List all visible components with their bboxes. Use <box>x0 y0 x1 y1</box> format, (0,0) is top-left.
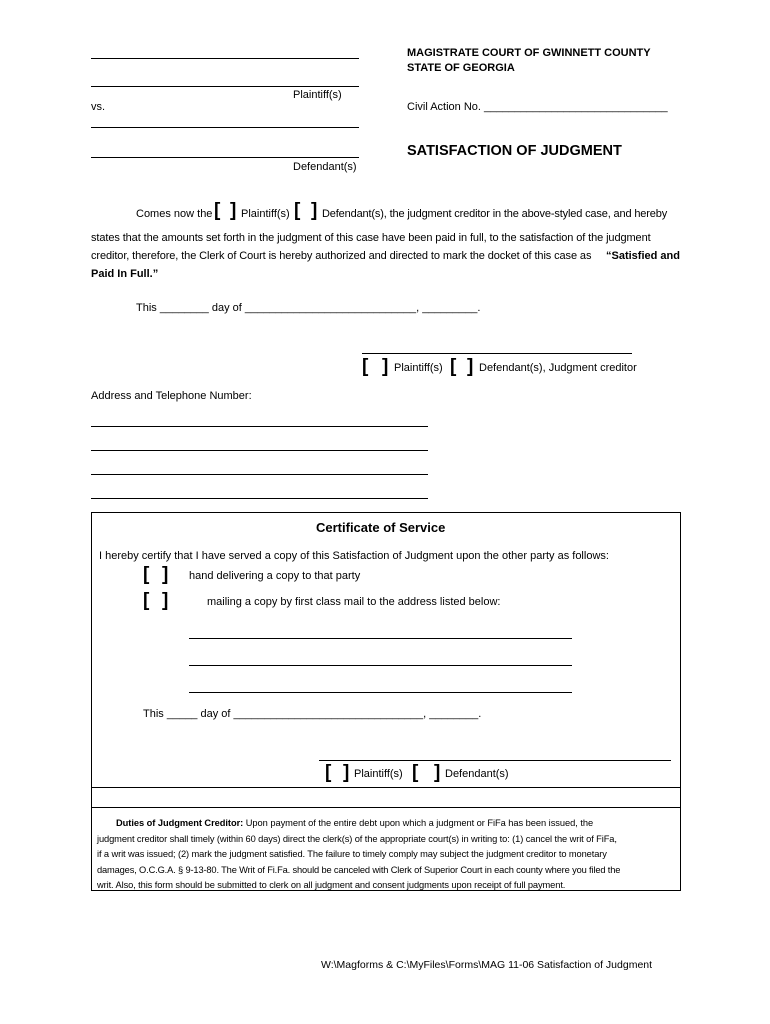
sig-defendant-checkbox-right[interactable]: ] <box>467 356 474 377</box>
cert-defendant-checkbox-left[interactable]: [ <box>412 762 419 783</box>
address-line-1[interactable] <box>91 426 428 427</box>
certificate-intro: I hereby certify that I have served a copy of this Satisfaction of Judgment upon the other party as follows: <box>99 550 609 562</box>
body-line-3: creditor, therefore, the Clerk of Court is hereby authorized and directed to mark the docket of this case as <box>91 250 592 262</box>
certificate-date-line[interactable]: This _____ day of _______________________________, ________. <box>143 708 482 720</box>
defendant-line-1 <box>91 127 359 128</box>
civil-action-field[interactable]: Civil Action No. ______________________________ <box>407 101 668 113</box>
address-line-4[interactable] <box>91 498 428 499</box>
sig-plaintiff-checkbox-right[interactable]: ] <box>382 356 389 377</box>
cert-plaintiff-checkbox-right[interactable]: ] <box>343 762 350 783</box>
certificate-title: Certificate of Service <box>316 520 446 535</box>
plaintiff-label: Plaintiff(s) <box>293 89 342 101</box>
cert-plaintiff-checkbox-left[interactable]: [ <box>325 762 332 783</box>
sig-defendant-label: Defendant(s), Judgment creditor <box>479 362 637 374</box>
comes-now-text: Comes now the <box>136 208 213 220</box>
body-line-2: states that the amounts set forth in the judgment of this case have been paid in full, to the satisfaction of the judgment <box>91 232 651 244</box>
mail-address-line-1[interactable] <box>189 638 572 639</box>
document-title: SATISFACTION OF JUDGMENT <box>407 143 622 159</box>
sig-plaintiff-checkbox-left[interactable]: [ <box>362 356 369 377</box>
hand-deliver-option: hand delivering a copy to that party <box>189 570 361 582</box>
address-line-2[interactable] <box>91 450 428 451</box>
plaintiff-option: Plaintiff(s) <box>241 208 290 220</box>
duties-section <box>97 816 677 894</box>
cert-plaintiff-label: Plaintiff(s) <box>354 768 403 780</box>
court-state: STATE OF GEORGIA <box>407 62 515 74</box>
defendant-label: Defendant(s) <box>293 161 357 173</box>
defendant-checkbox-left[interactable]: [ <box>294 200 301 221</box>
hand-deliver-checkbox-right[interactable]: ] <box>162 564 169 585</box>
certificate-signature-line <box>319 760 671 761</box>
address-line-3[interactable] <box>91 474 428 475</box>
duties-line-1 <box>97 816 677 832</box>
signature-line <box>362 353 632 354</box>
cert-defendant-checkbox-right[interactable]: ] <box>434 762 441 783</box>
box-divider-2 <box>92 807 680 808</box>
box-divider-1 <box>92 787 680 788</box>
duties-line-4: damages, O.C.G.A. § 9-13-80. The Writ of Fi.Fa. should be canceled with Clerk of Superior Court in each county where you filed the <box>97 864 621 875</box>
mail-address-line-2[interactable] <box>189 665 572 666</box>
plaintiff-checkbox-right[interactable]: ] <box>230 200 237 221</box>
plaintiff-line-1 <box>91 58 359 59</box>
sig-defendant-checkbox-left[interactable]: [ <box>450 356 457 377</box>
court-name: MAGISTRATE COURT OF GWINNETT COUNTY <box>407 47 651 59</box>
duties-line-2: judgment creditor shall timely (within 60 days) direct the clerk(s) of the appropriate court(s) in writing to: (1) cancel the writ of FiFa, <box>97 833 617 844</box>
mail-address-line-3[interactable] <box>189 692 572 693</box>
mail-option: mailing a copy by first class mail to the address listed below: <box>207 596 501 608</box>
date-line[interactable]: This ________ day of ____________________________, _________. <box>136 302 481 314</box>
mail-checkbox-right[interactable]: ] <box>162 590 169 611</box>
address-label: Address and Telephone Number: <box>91 390 252 402</box>
plaintiff-line-2 <box>91 86 359 87</box>
paid-in-full-phrase: Paid In Full.” <box>91 268 159 280</box>
defendant-line-2 <box>91 157 359 158</box>
sig-plaintiff-label: Plaintiff(s) <box>394 362 443 374</box>
mail-checkbox-left[interactable]: [ <box>143 590 150 611</box>
vs-label: vs. <box>91 101 106 113</box>
footer-path: W:\Magforms & C:\MyFiles\Forms\MAG 11-06 Satisfaction of Judgment <box>321 959 653 971</box>
defendant-checkbox-right[interactable]: ] <box>311 200 318 221</box>
duties-line-3: if a writ was issued; (2) mark the judgment satisfied. The failure to timely comply may subject the judgment creditor to monetary <box>97 849 607 859</box>
hand-deliver-checkbox-left[interactable]: [ <box>143 564 150 585</box>
plaintiff-checkbox-left[interactable]: [ <box>214 200 221 221</box>
satisfied-phrase: “Satisfied and <box>606 250 680 262</box>
duties-label: Duties of Judgment Creditor: <box>116 818 244 828</box>
duties-line-5: writ. Also, this form should be submitted to clerk on all judgment and consent judgments upon receipt of full payment. <box>97 880 566 890</box>
defendant-option: Defendant(s), the judgment creditor in the above-styled case, and hereby <box>322 208 668 220</box>
cert-defendant-label: Defendant(s) <box>445 768 509 780</box>
duties-text-1: Upon payment of the entire debt upon which a judgment or FiFa has been issued, the <box>245 818 594 828</box>
